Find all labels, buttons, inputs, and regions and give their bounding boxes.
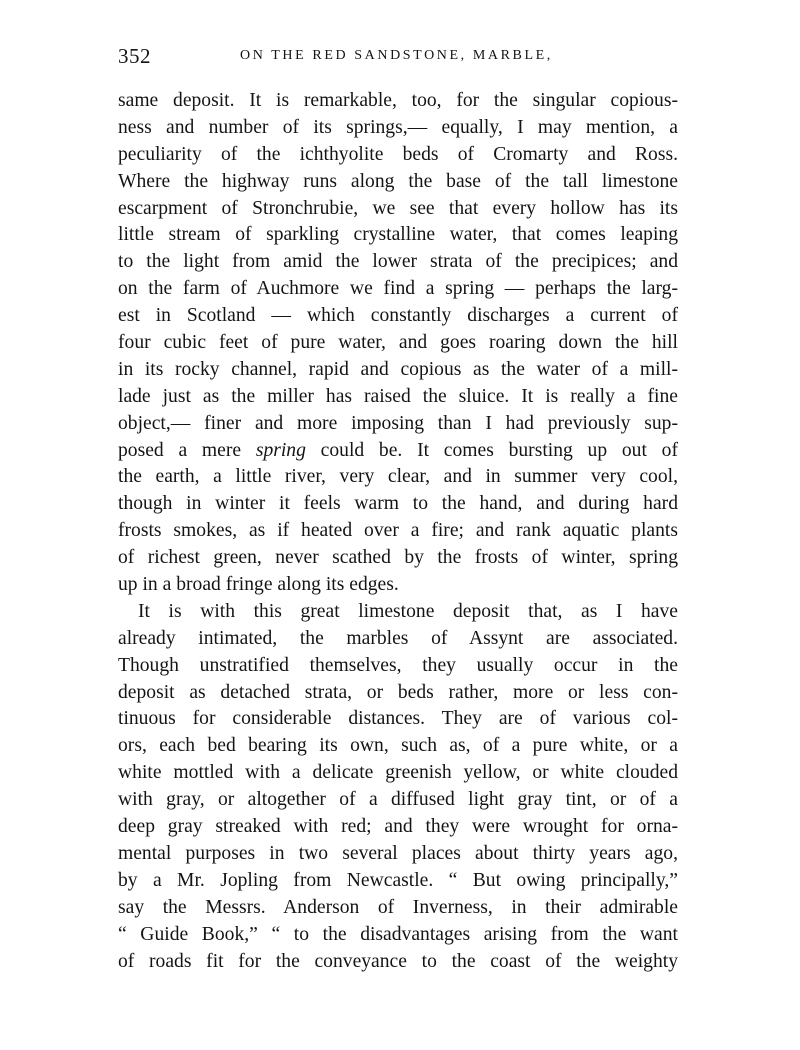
text-line: four cubic feet of pure water, and goes roaring down the hill (118, 332, 678, 354)
text-line: lade just as the miller has raised the sluice. It is really a fine (118, 385, 678, 407)
text-line: by a Mr. Jopling from Newcastle. “ But owing principally,” (118, 869, 678, 891)
text-line: to the light from amid the lower strata of the precipices; and (118, 251, 678, 273)
text-line: the earth, a little river, very clear, and in summer very cool, (118, 466, 678, 488)
text-line: object,— finer and more imposing than I had previously sup- (118, 412, 678, 434)
text-line: on the farm of Auchmore we find a spring — perhaps the larg- (118, 278, 678, 300)
text-line: mental purposes in two several places about thirty years ago, (118, 842, 678, 864)
text-line: of richest green, never scathed by the frosts of winter, spring (118, 547, 678, 569)
text-line: deposit as detached strata, or beds rather, more or less con- (118, 681, 678, 703)
text-line: same deposit. It is remarkable, too, for the singular copious- (118, 90, 678, 111)
running-title: ON THE RED SANDSTONE, MARBLE, (240, 48, 553, 63)
text-line: already intimated, the marbles of Assynt are associated. (118, 627, 678, 649)
text-line: peculiarity of the ichthyolite beds of Cromarty and Ross. (118, 143, 678, 165)
text-line: deep gray streaked with red; and they were wrought for orna- (118, 816, 678, 838)
text-line: tinuous for considerable distances. They are of various col- (118, 708, 678, 730)
text-line: ness and number of its springs,— equally, I may mention, a (118, 116, 678, 138)
running-head (118, 44, 678, 74)
text-line: It is with this great limestone deposit that, as I have (138, 600, 678, 622)
text-line: white mottled with a delicate greenish yellow, or white clouded (118, 762, 678, 784)
text-line: ors, each bed bearing its own, such as, of a pure white, or a (118, 735, 678, 757)
text-line: posed a mere spring could be. It comes bursting up out of (118, 439, 678, 461)
text-line: Where the highway runs along the base of the tall limestone (118, 170, 678, 192)
text-line: with gray, or altogether of a diffused light gray tint, or of a (118, 789, 678, 811)
text-line: frosts smokes, as if heated over a fire; and rank aquatic plants (118, 520, 678, 542)
text-line: little stream of sparkling crystalline water, that comes leaping (118, 224, 678, 246)
text-line: est in Scotland — which constantly discharges a current of (118, 305, 678, 327)
text-line: Though unstratified themselves, they usually occur in the (118, 654, 678, 676)
text-line: of roads fit for the conveyance to the coast of the weighty (118, 950, 678, 972)
italic-word: spring (255, 439, 306, 461)
text-line: escarpment of Stronchrubie, we see that every hollow has its (118, 197, 678, 219)
text-line: in its rocky channel, rapid and copious as the water of a mill- (118, 358, 678, 380)
text-line: though in winter it feels warm to the hand, and during hard (118, 493, 678, 515)
body-text (118, 88, 678, 975)
text-line: “ Guide Book,” “ to the disadvantages arising from the want (118, 923, 678, 945)
text-line: say the Messrs. Anderson of Inverness, in their admirable (118, 896, 678, 918)
page-number: 352 (118, 44, 151, 68)
text-line: up in a broad fringe along its edges. (118, 574, 399, 596)
